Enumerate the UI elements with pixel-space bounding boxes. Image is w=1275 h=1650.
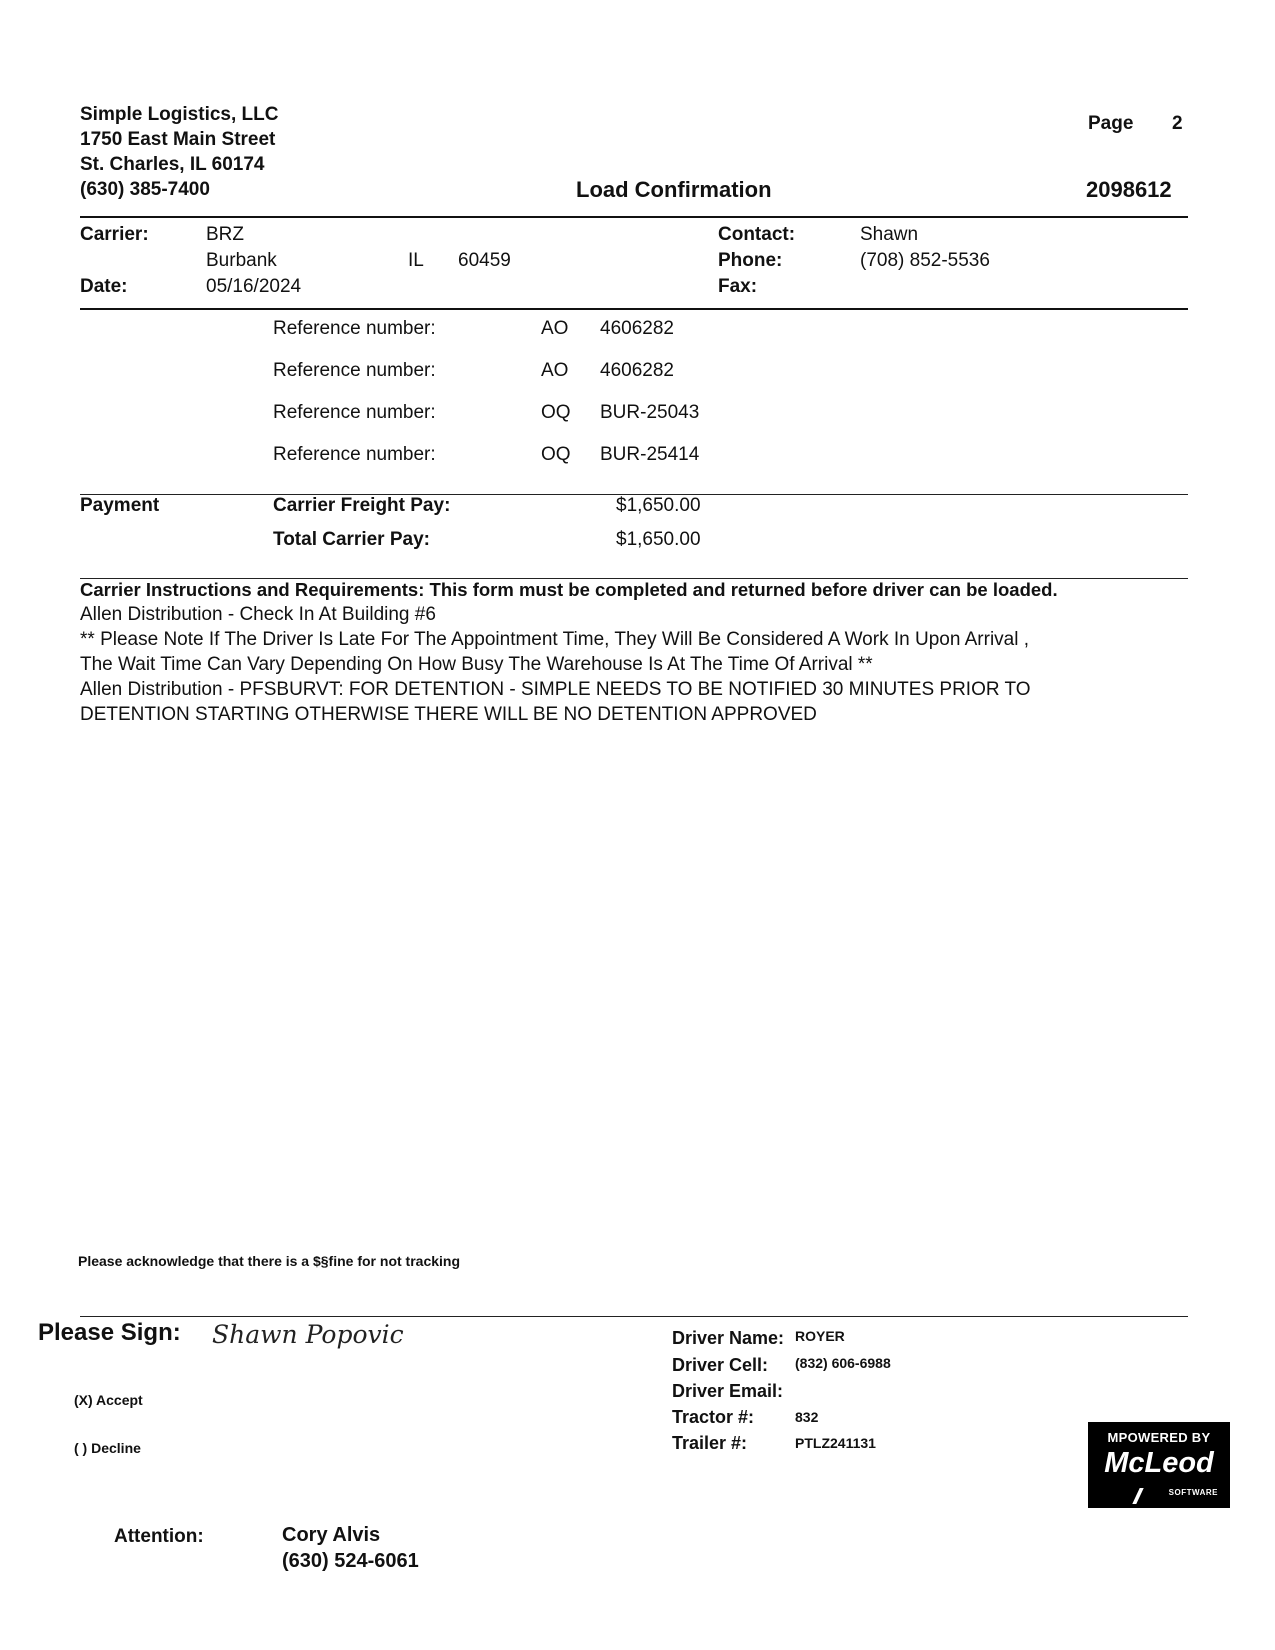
header-divider	[80, 216, 1188, 218]
driver-cell-label: Driver Cell:	[672, 1355, 769, 1375]
carrier-city: Burbank	[206, 250, 277, 271]
reference-label: Reference number:	[273, 444, 436, 465]
total-pay-label: Total Carrier Pay:	[273, 529, 430, 550]
phone-label: Phone:	[718, 250, 783, 271]
fax-label: Fax:	[718, 276, 758, 297]
reference-code: OQ	[541, 444, 571, 465]
company-phone: (630) 385-7400	[80, 179, 210, 200]
carrier-zip: 60459	[458, 250, 511, 271]
date-value: 05/16/2024	[206, 276, 302, 297]
carrier-label: Carrier:	[80, 224, 149, 245]
reference-value: 4606282	[600, 360, 674, 381]
instructions-heading: Carrier Instructions and Requirements: This form must be completed and returned before driver can be loaded.	[80, 579, 1058, 600]
trailer-label: Trailer #:	[672, 1433, 748, 1453]
please-sign-label: Please Sign:	[38, 1319, 181, 1346]
instruction-line: The Wait Time Can Vary Depending On How Busy The Warehouse Is At The Time Of Arrival **	[80, 654, 873, 675]
carrier-divider	[80, 308, 1188, 310]
page-number: 2	[1172, 113, 1183, 134]
instruction-line: Allen Distribution - PFSBURVT: FOR DETENTION - SIMPLE NEEDS TO BE NOTIFIED 30 MINUTES PRIOR TO	[80, 679, 1031, 700]
document-title: Load Confirmation	[576, 177, 772, 202]
tracking-note: Please acknowledge that there is a $§fine for not tracking	[78, 1253, 461, 1269]
driver-cell-value: (832) 606-6988	[795, 1355, 891, 1371]
freight-pay-value: $1,650.00	[616, 495, 701, 516]
attention-name: Cory Alvis	[282, 1524, 381, 1546]
signature-divider	[80, 1316, 1188, 1317]
contact-value: Shawn	[860, 224, 919, 245]
driver-email-label: Driver Email:	[672, 1381, 784, 1401]
reference-value: BUR-25043	[600, 402, 700, 423]
attention-label: Attention:	[114, 1526, 204, 1547]
instruction-line: Allen Distribution - Check In At Building #6	[80, 604, 436, 625]
signature: Shawn Popovic	[212, 1320, 404, 1349]
mcleod-logo	[1088, 1422, 1230, 1508]
phone-value: (708) 852-5536	[860, 250, 990, 271]
payment-label: Payment	[80, 495, 160, 516]
logo-brand: McLeod	[1104, 1447, 1214, 1479]
reference-code: OQ	[541, 402, 571, 423]
accept-option[interactable]: (X) Accept	[74, 1392, 143, 1408]
carrier-state: IL	[408, 250, 424, 271]
instruction-line: ** Please Note If The Driver Is Late For The Appointment Time, They Will Be Considered A Work In Upon Arrival ,	[80, 629, 1030, 650]
decline-option[interactable]: ( ) Decline	[74, 1440, 141, 1456]
logo-tagline: MPOWERED BY	[1107, 1430, 1211, 1445]
tractor-label: Tractor #:	[672, 1407, 755, 1427]
logo-sub: SOFTWARE	[1168, 1488, 1218, 1497]
company-city: St. Charles, IL 60174	[80, 154, 265, 175]
reference-label: Reference number:	[273, 402, 436, 423]
reference-code: AO	[541, 318, 569, 339]
freight-pay-label: Carrier Freight Pay:	[273, 495, 451, 516]
page-label: Page	[1088, 113, 1134, 134]
reference-value: 4606282	[600, 318, 674, 339]
attention-phone: (630) 524-6061	[282, 1550, 419, 1572]
reference-value: BUR-25414	[600, 444, 700, 465]
instruction-line: DETENTION STARTING OTHERWISE THERE WILL BE NO DETENTION APPROVED	[80, 704, 817, 725]
company-name: Simple Logistics, LLC	[80, 104, 279, 125]
reference-label: Reference number:	[273, 360, 436, 381]
date-label: Date:	[80, 276, 128, 297]
total-pay-value: $1,650.00	[616, 529, 701, 550]
reference-code: AO	[541, 360, 569, 381]
document-number: 2098612	[1086, 177, 1172, 202]
trailer-value: PTLZ241131	[795, 1435, 876, 1451]
driver-name-label: Driver Name:	[672, 1328, 785, 1348]
carrier-name: BRZ	[206, 224, 244, 245]
tractor-value: 832	[795, 1409, 819, 1425]
contact-label: Contact:	[718, 224, 796, 245]
reference-label: Reference number:	[273, 318, 436, 339]
company-street: 1750 East Main Street	[80, 129, 276, 150]
driver-name-value: ROYER	[795, 1328, 845, 1344]
